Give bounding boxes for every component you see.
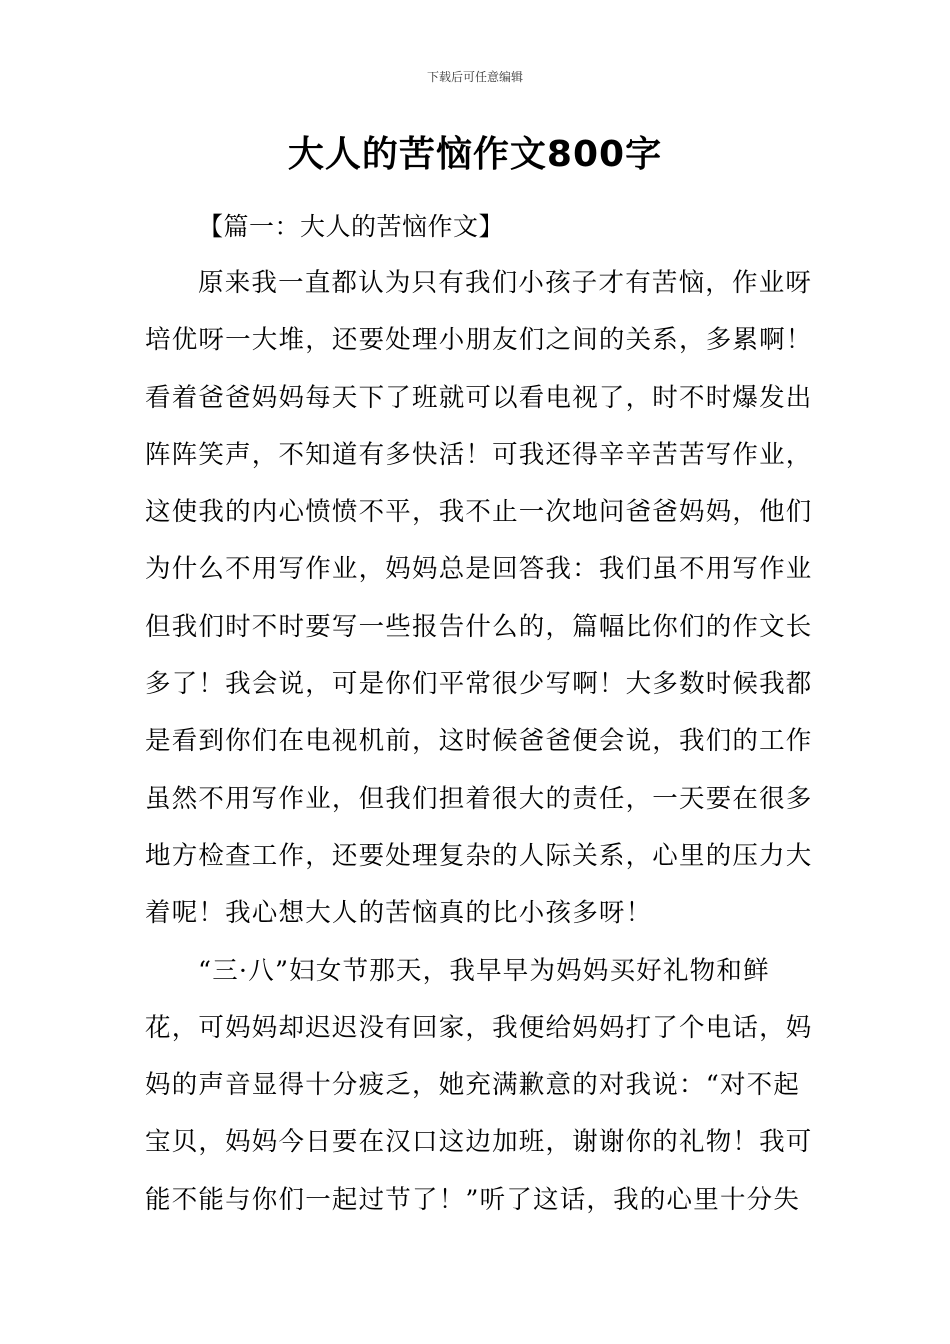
- paragraph-line: 多了！我会说，可是你们平常很少写啊！大多数时候我都: [145, 669, 813, 700]
- paragraph-line: 妈的声音显得十分疲乏，她充满歉意的对我说：“对不起: [145, 1070, 801, 1101]
- paragraph-line: 看着爸爸妈妈每天下了班就可以看电视了，时不时爆发出: [145, 382, 813, 413]
- paragraph-line: 宝贝，妈妈今日要在汉口这边加班，谢谢你的礼物！我可: [145, 1127, 813, 1158]
- paragraph-line: 原来我一直都认为只有我们小孩子才有苦恼，作业呀: [198, 268, 813, 298]
- paragraph-line: 为什么不用写作业，妈妈总是回答我：我们虽不用写作业: [145, 554, 813, 585]
- paragraph-line: 着呢！我心想大人的苦恼真的比小孩多呀！: [145, 898, 653, 929]
- paragraph-line: 是看到你们在电视机前，这时候爸爸便会说，我们的工作: [145, 726, 813, 757]
- paragraph-line: 培优呀一大堆，还要处理小朋友们之间的关系，多累啊！: [145, 325, 813, 356]
- page-title: 大人的苦恼作文800字: [287, 134, 663, 175]
- article-body: [145, 198, 813, 1229]
- paragraph-line: 花，可妈妈却迟迟没有回家，我便给妈妈打了个电话，妈: [145, 1012, 813, 1043]
- paragraph-line: 这使我的内心愤愤不平，我不止一次地问爸爸妈妈，他们: [145, 497, 813, 528]
- paragraph-line: “三·八”妇女节那天，我早早为妈妈买好礼物和鲜: [198, 955, 770, 986]
- paragraph-line: 但我们时不时要写一些报告什么的，篇幅比你们的作文长: [145, 611, 813, 642]
- header-note: 下载后可任意编辑: [426, 70, 523, 84]
- paragraph-line: 阵阵笑声，不知道有多快活！可我还得辛辛苦苦写作业，: [145, 439, 813, 470]
- section-heading: 【篇一：大人的苦恼作文】: [198, 212, 505, 241]
- paragraph-line: 虽然不用写作业，但我们担着很大的责任，一天要在很多: [145, 783, 813, 814]
- paragraph-line: 能不能与你们一起过节了！”听了这话，我的心里十分失: [145, 1184, 801, 1215]
- paragraph-line: 地方检查工作，还要处理复杂的人际关系，心里的压力大: [145, 840, 813, 871]
